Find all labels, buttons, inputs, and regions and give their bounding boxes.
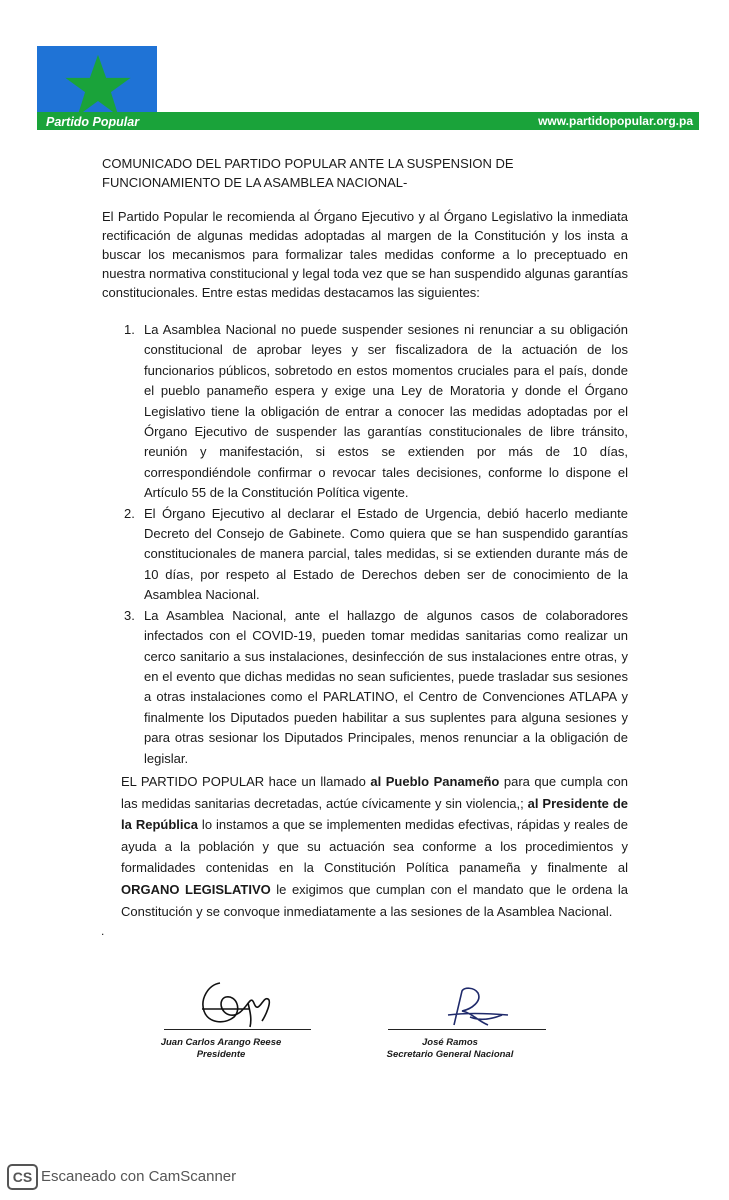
stray-mark: .: [101, 924, 105, 938]
signature-line: [164, 1029, 311, 1030]
closing-text: lo instamos a que se implementen medidas efectivas, rápidas y reales de ayuda a la población y que su actuación sea conforme a los procedimientos y formalidades contenidas en la Constitución Política panameña y finalmente al: [121, 817, 628, 876]
list-number: 1.: [124, 322, 135, 337]
signature-image: [190, 975, 280, 1035]
signatory-role: Presidente: [196, 1049, 246, 1060]
closing-bold: al Presidente de la República: [121, 795, 628, 833]
list-text: La Asamblea Nacional no puede suspender sesiones ni renunciar a su obligación constitucional de aprobar leyes y ser fiscalizadora de la actuación de los funcionarios públicos, sobretodo en estos momentos cruciales para el país, donde el pueblo panameño espera y exige una Ley de Moratoria y donde el Órgano Legislativo tiene la obligación de entrar a conocer las medidas adoptadas por el Órgano Ejecutivo de suspender las garantías constitucionales de libre tránsito, reunión y manifestación, si estos se extienden por más de 10 días, correspondiéndole confirmar o revocar tales decisiones, conforme lo dispone el Artículo 55 de la Constitución Política vigente.: [144, 322, 628, 501]
camscanner-logo-icon: CS: [7, 1164, 38, 1190]
website-link[interactable]: www.partidopopular.org.pa: [538, 114, 693, 128]
measures-list: [102, 320, 628, 769]
list-number: 3.: [124, 607, 135, 623]
list-text: El Órgano Ejecutivo al declarar el Estado de Urgencia, debió hacerlo mediante Decreto del Consejo de Gabinete. Como quiera que se han suspendido garantías constitucionales de manera parcial, tales medidas, si se extienden durante más de 10 días, por respeto al Estado de Derechos deben ser de conocimiento de la Asamblea Nacional.: [144, 505, 628, 603]
closing-text: para que cumpla con las medidas sanitarias decretadas, actúe cívicamente y sin violencia,;: [121, 774, 628, 811]
signatory-role: Secretario General Nacional: [386, 1049, 514, 1060]
intro-paragraph: El Partido Popular le recomienda al Órgano Ejecutivo y al Órgano Legislativo la inmediata rectificación de algunas medidas adoptadas al margen de la Constitución y los insta a buscar los mecanismos para formalizar tales medidas conforme a lo preceptuado en nuestra normativa constitucional y legal toda vez que se han suspendido algunas garantías constitucionales. Entre estas medidas destacamos las siguientes:: [102, 209, 628, 300]
signature-line: [388, 1029, 546, 1030]
list-item: [102, 320, 628, 504]
document-title: COMUNICADO DEL PARTIDO POPULAR ANTE LA SUSPENSION DE FUNCIONAMIENTO DE LA ASAMBLEA NACIONAL-: [102, 156, 514, 190]
closing-text: EL PARTIDO POPULAR hace un llamado: [121, 774, 371, 789]
signatory-name: José Ramos: [422, 1037, 478, 1048]
green-star-icon: [64, 52, 132, 120]
closing-bold: al Pueblo Panameño: [370, 774, 500, 789]
closing-paragraph: [121, 771, 628, 922]
party-name: Partido Popular: [46, 115, 140, 129]
list-text: La Asamblea Nacional, ante el hallazgo de algunos casos de colaboradores infectados con el COVID-19, pueden tomar medidas sanitarias como realizar un cerco sanitario a sus instalaciones, desinfección de sus instalaciones entre otras, y en el evento que dichas medidas no sean suficientes, puede trasladar sus sesiones a otras instalaciones como el PARLATINO, el Centro de Convenciones ATLAPA y finalmente los Diputados pueden habilitar a sus suplentes para alguna sesiones y para otras sesionar los Diputados Principales, menos renunciar a la obligación de legislar.: [144, 607, 628, 766]
list-item: [102, 606, 628, 769]
closing-bold: ORGANO LEGISLATIVO: [121, 881, 271, 897]
signatory-name: Juan Carlos Arango Reese: [160, 1037, 282, 1048]
list-item: [102, 504, 628, 606]
watermark-text: Escaneado con CamScanner: [41, 1168, 237, 1185]
closing-text: le exigimos que cumplan con el mandato que le ordena la Constitución y se convoque inmediatamente a las sesiones de la Asamblea Nacional.: [121, 881, 628, 919]
signature-image: [440, 985, 520, 1030]
list-number: 2.: [124, 505, 135, 521]
